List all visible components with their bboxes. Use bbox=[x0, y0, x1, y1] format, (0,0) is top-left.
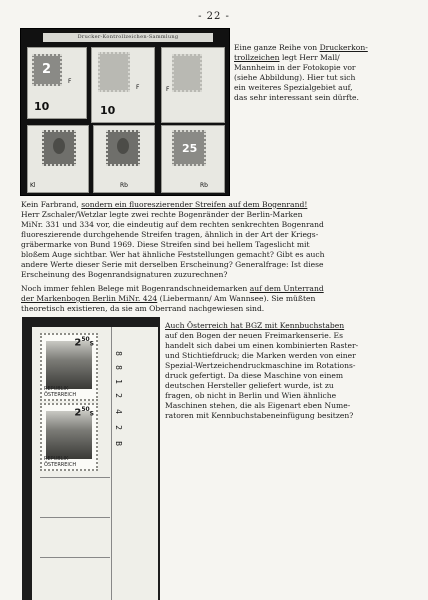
para1-line-3: Mannheim in der Fotokopie vor bbox=[234, 63, 356, 72]
sheet-2-number: 10 bbox=[100, 104, 116, 117]
para4-line-10: ratoren mit Kennbuchstabeneinfügung besitzen? bbox=[165, 411, 354, 420]
sheet-2-label: F bbox=[136, 84, 140, 91]
para3-line-3: theoretisch existieren, da sie am Oberrand nachgewiesen sind. bbox=[21, 304, 265, 313]
stamp-3 bbox=[172, 54, 202, 92]
stamp-1-country: REPUBLIK ÖSTERREICH bbox=[44, 386, 77, 398]
para3-line-1: Noch immer fehlen Belege mit Bogenrandschneidemarken auf dem Unterrand bbox=[21, 284, 324, 293]
para4-line-6: druck gefertigt. Da diese Maschine von einem bbox=[165, 371, 344, 380]
stamp-2-denomination: $2^{50}S$ bbox=[74, 406, 94, 419]
sheet-corner-4 bbox=[27, 125, 89, 193]
para2-line-3: fluoreszierende durchgehende Streifen tragen, ähnlich in der Art der Kriegs- bbox=[21, 230, 319, 239]
stamp-1-denomination: $2^{50}S$ bbox=[74, 336, 94, 349]
para2-line-7: Erscheinung des Bogenrandsignaturen zuzurechnen? bbox=[21, 270, 228, 279]
para2-line-5: bloßem Auge sichtbar. Wer hat ähnliche Feststellungen gemacht? Gibt es auch bbox=[21, 250, 325, 259]
stamp-2-country: REPUBLIK ÖSTERREICH bbox=[44, 456, 77, 468]
sheet-5-label: Rb bbox=[120, 182, 128, 189]
stamp-5 bbox=[106, 130, 140, 166]
para4-line-8: fragen, ob nicht in Berlin und Wien ähnliche bbox=[165, 391, 337, 400]
para4-line-7: deutschen Hersteller geliefert wurde, ist zu bbox=[165, 381, 334, 390]
numerator-letter: B bbox=[113, 441, 123, 446]
para4-line-1: Auch Österreich hat BGZ mit Kennbuchstaben bbox=[165, 321, 345, 330]
sheet-corner-1 bbox=[27, 47, 87, 119]
stamp-1-value: 2 bbox=[42, 62, 52, 77]
austrian-stamps-photo bbox=[22, 317, 160, 600]
margin-rule bbox=[40, 557, 110, 558]
para2-line-2: MiNr. 331 und 334 vor, die eindeutig auf dem rechten senkrechten Bogenrand bbox=[21, 220, 324, 229]
sheet-3-label: F bbox=[166, 86, 170, 93]
numerator-digit: 8 bbox=[113, 365, 123, 370]
sheet-1-number: 10 bbox=[34, 100, 50, 113]
printer-control-marks-photo bbox=[21, 29, 229, 195]
numerator-digit: 4 bbox=[113, 409, 123, 414]
sheet-1-label: F bbox=[68, 78, 72, 85]
page-number: - 22 - bbox=[198, 11, 230, 22]
sheet-corner-6 bbox=[161, 125, 225, 193]
stamp-4 bbox=[42, 130, 76, 166]
sheet-corner-3 bbox=[161, 47, 225, 123]
margin-rule bbox=[40, 477, 110, 478]
margin-rule bbox=[40, 517, 110, 518]
stamp-6 bbox=[172, 130, 206, 166]
para4-line-9: Maschinen stehen, die als Eigenart eben Nume- bbox=[165, 401, 351, 410]
para2-line-1: Herr Zschaler/Wetzlar legte zwei rechte Bogenränder der Berlin-Marken bbox=[21, 210, 303, 219]
para1-line-1: Eine ganze Reihe von Druckerkon- bbox=[234, 43, 368, 52]
sheet-6-label: Rb bbox=[200, 182, 208, 189]
stamp-2 bbox=[98, 52, 130, 92]
photo-caption-strip: Drucker-Kontrollzeichen-Sammlung bbox=[43, 33, 213, 42]
stamp-6-value: 25 bbox=[182, 142, 198, 155]
para2-heading: Kein Farbrand, sondern ein fluoreszierender Streifen auf dem Bogenrand! bbox=[21, 200, 308, 209]
portrait bbox=[117, 138, 129, 154]
numerator-digit: 2 bbox=[113, 393, 123, 398]
numerator-digit: 2 bbox=[113, 425, 123, 430]
portrait bbox=[53, 138, 65, 154]
para2-line-4: gräbermarke von Bund 1969. Diese Streifen sind bei hellem Tageslicht mit bbox=[21, 240, 310, 249]
para4-line-4: und Stichtiefdruck; die Marken werden von einer bbox=[165, 351, 356, 360]
numerator-digit: 1 bbox=[113, 379, 123, 384]
austria-stamp-1 bbox=[40, 333, 98, 401]
para4-line-5: Spezial-Wertzeichendruckmaschine im Rotations- bbox=[165, 361, 356, 370]
para1-line-4: (siehe Abbildung). Hier tut sich bbox=[234, 73, 356, 82]
stamp-sheet-margin bbox=[32, 327, 158, 600]
para4-line-3: handelt sich dabei um einen kombinierten Raster- bbox=[165, 341, 359, 350]
para3-line-2: der Markenbogen Berlin MiNr. 424 (Liebermann/ Am Wannsee). Sie müßten bbox=[21, 294, 316, 303]
para1-line-2: trollzeichen legt Herr Mall/ bbox=[234, 53, 340, 62]
para1-line-5: ein weiteres Spezialgebiet auf, bbox=[234, 83, 353, 92]
para2-line-6: andere Werte dieser Serie mit derselben Erscheinung? Generalfrage: Ist diese bbox=[21, 260, 324, 269]
para4-line-2: auf den Bogen der neuen Freimarkenserie. Es bbox=[165, 331, 343, 340]
sheet-corner-5 bbox=[93, 125, 155, 193]
austria-stamp-2 bbox=[40, 403, 98, 471]
margin-perforation-line bbox=[111, 327, 112, 600]
numerator-digit: 8 bbox=[113, 351, 123, 356]
para1-line-6: das sehr interessant sein dürfte. bbox=[234, 93, 359, 102]
sheet-corner-2 bbox=[91, 47, 155, 123]
sheet-4-label: Kl bbox=[30, 182, 36, 189]
stamp-1 bbox=[32, 54, 62, 86]
